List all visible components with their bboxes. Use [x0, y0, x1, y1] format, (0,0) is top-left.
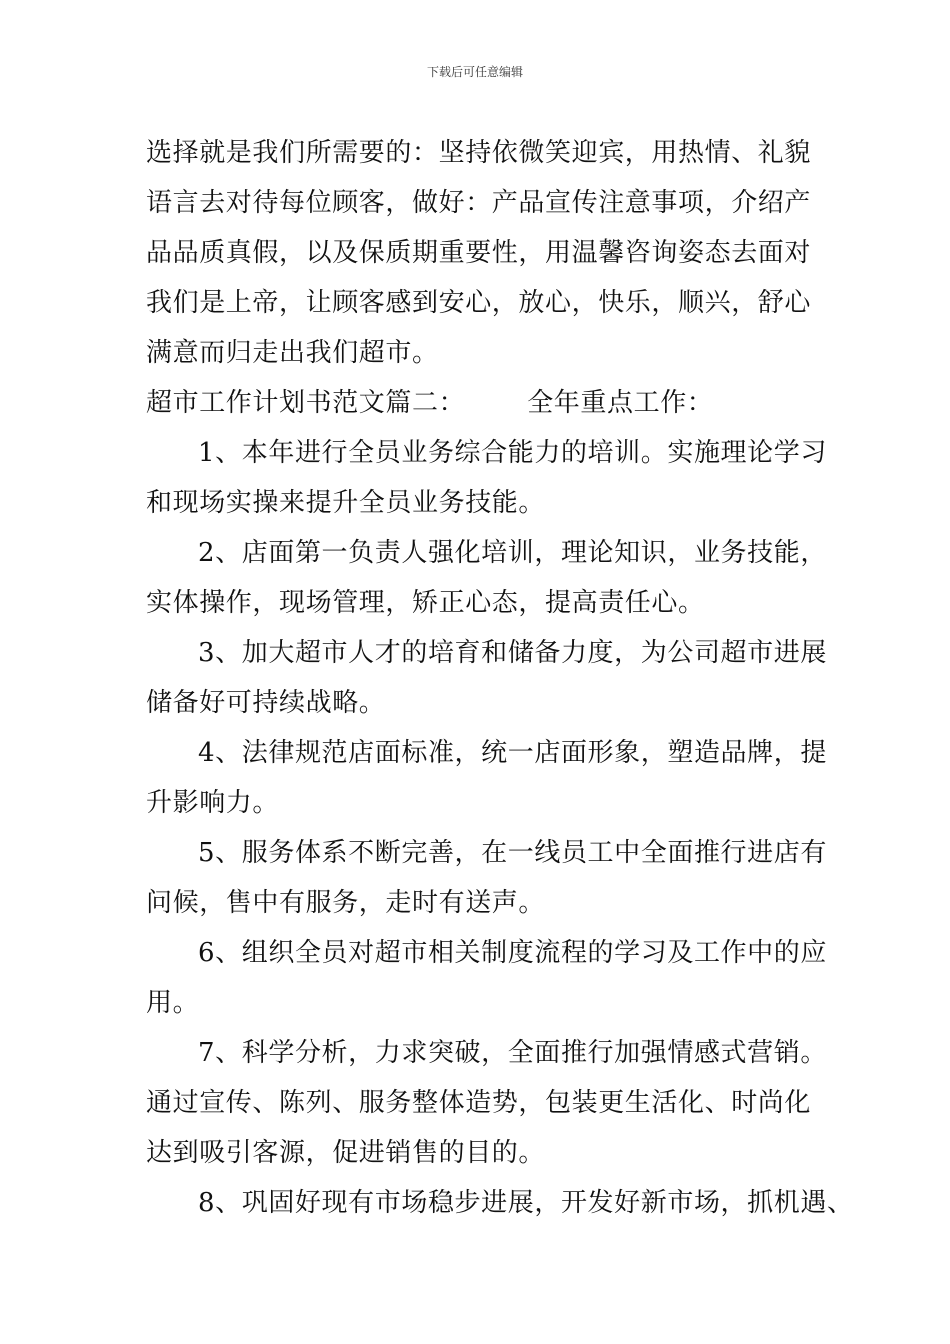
- section-heading: [146, 378, 826, 428]
- list-item-line: 通过宣传、陈列、服务整体造势，包装更生活化、时尚化: [146, 1088, 812, 1118]
- page-header: 下载后可任意编辑: [426, 65, 523, 79]
- paragraph-line: 我们是上帝，让顾客感到安心，放心，快乐，顺兴，舒心: [146, 288, 812, 318]
- list-item-line: 1、本年进行全员业务综合能力的培训。实施理论学习: [198, 438, 827, 468]
- document-body: [146, 128, 854, 1228]
- list-item-line: 和现场实操来提升全员业务技能。: [146, 488, 546, 518]
- paragraph-line: 品品质真假，以及保质期重要性，用温馨咨询姿态去面对: [146, 238, 812, 268]
- list-item-line: 问候，售中有服务，走时有送声。: [146, 888, 546, 918]
- list-item-line: 8、巩固好现有市场稳步进展，开发好新市场，抓机遇、: [198, 1188, 854, 1218]
- list-item-line: 7、科学分析，力求突破，全面推行加强情感式营销。: [198, 1038, 827, 1068]
- paragraph-line: 满意而归走出我们超市。: [146, 338, 439, 368]
- list-item-line: 升影响力。: [146, 788, 280, 818]
- list-item-line: 实体操作，现场管理，矫正心态，提高责任心。: [146, 588, 705, 618]
- section-subtitle: 全年重点工作：: [527, 388, 714, 418]
- list-item-line: 6、组织全员对超市相关制度流程的学习及工作中的应: [198, 938, 827, 968]
- list-item-line: 3、加大超市人才的培育和储备力度，为公司超市进展: [198, 638, 827, 668]
- paragraph-line: 选择就是我们所需要的：坚持依微笑迎宾，用热情、礼貌: [146, 138, 812, 168]
- list-item-line: 4、法律规范店面标准，统一店面形象，塑造品牌，提: [198, 738, 827, 768]
- section-title: 超市工作计划书范文篇二：: [146, 388, 466, 418]
- list-item-line: 用。: [146, 988, 200, 1018]
- list-item-line: 储备好可持续战略。: [146, 688, 386, 718]
- paragraph-line: 语言去对待每位顾客，做好：产品宣传注意事项，介绍产: [146, 188, 812, 218]
- list-item-line: 5、服务体系不断完善，在一线员工中全面推行进店有: [198, 838, 827, 868]
- list-item-line: 达到吸引客源，促进销售的目的。: [146, 1138, 546, 1168]
- list-item-line: 2、店面第一负责人强化培训，理论知识，业务技能，: [198, 538, 827, 568]
